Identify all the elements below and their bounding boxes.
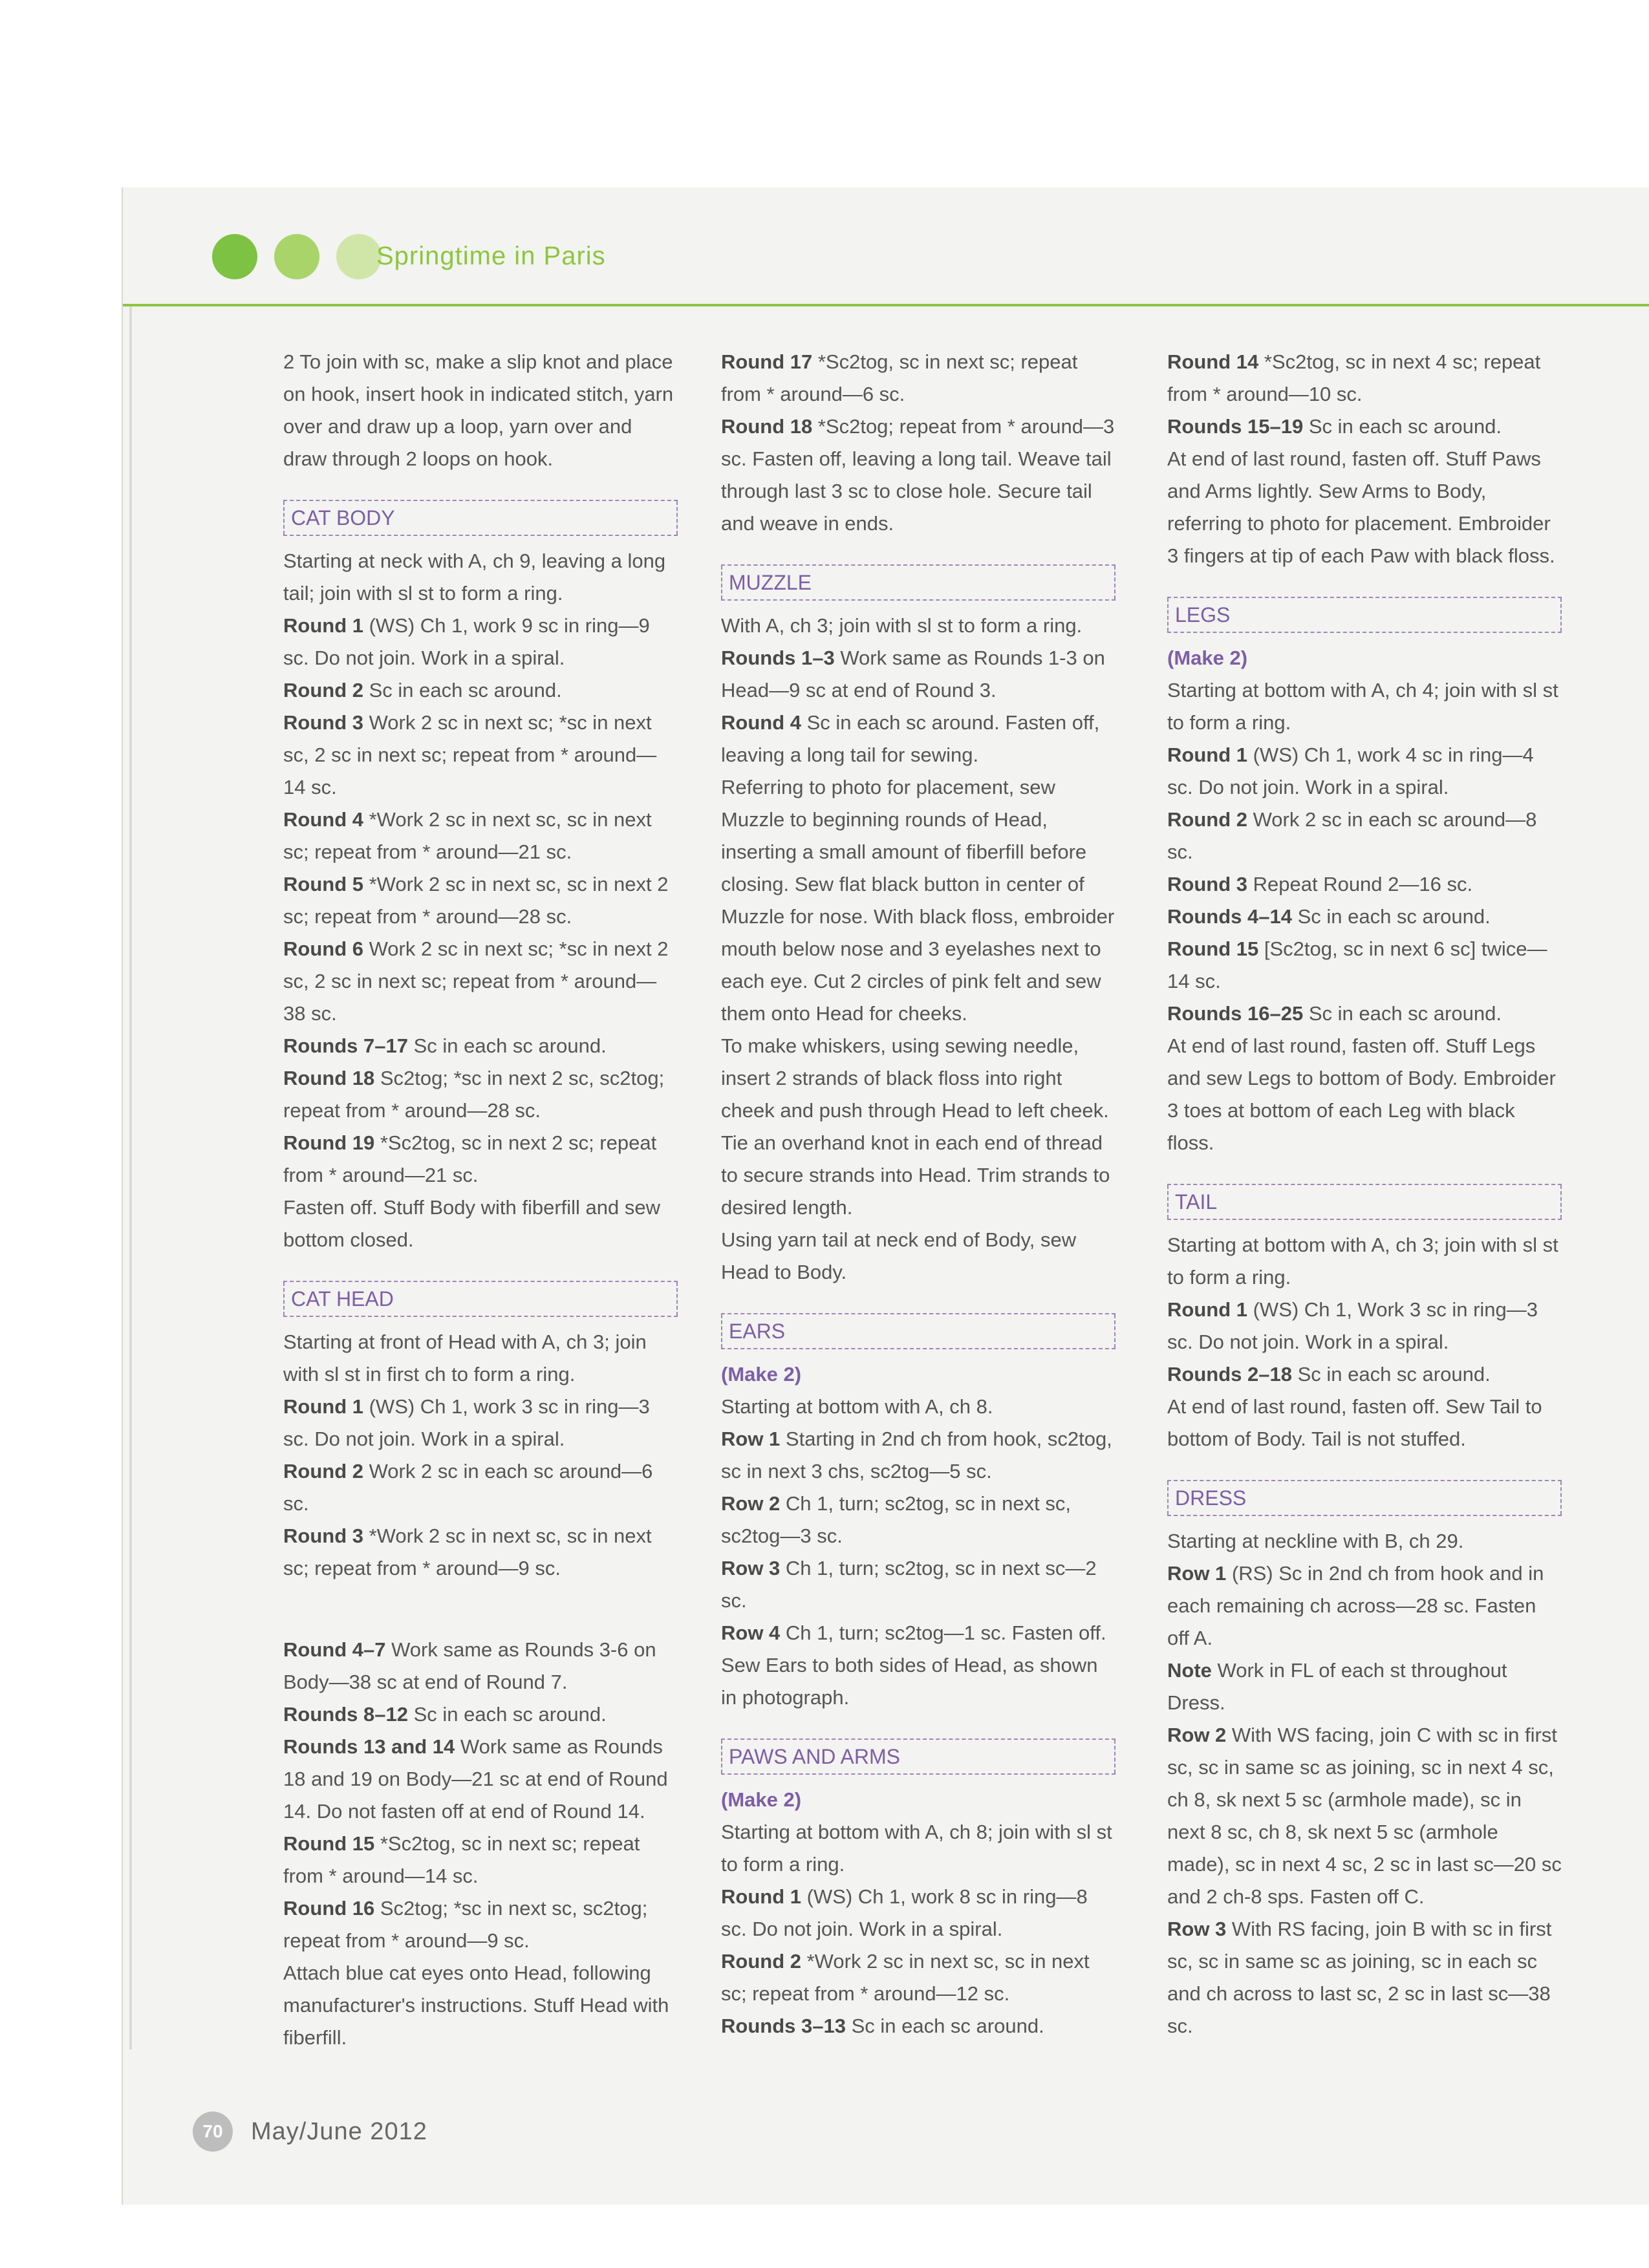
muzzle-paragraph: To make whiskers, using sewing needle, insert 2 strands of black floss into right cheek and push through Head to left cheek. Tie an overhand knot in each end of thread to secure strands into Head. Trim strands to desired length. (721, 1034, 1110, 1219)
cat-head-finish: Attach blue cat eyes onto Head, following manufacturer's instructions. Stuff Head with fiberfill. (283, 1962, 669, 2049)
header-rule (123, 304, 1649, 306)
paws-intro: Starting at bottom with A, ch 8; join with sl st to form a ring. (721, 1821, 1112, 1876)
paws-round: Round 14 *Sc2tog, sc in next 4 sc; repeat from * around—10 sc. (1167, 350, 1541, 405)
paws-round: Rounds 3–13 Sc in each sc around. (721, 2015, 1044, 2037)
header-dots (212, 234, 382, 279)
cat-body-round: Round 2 Sc in each sc around. (283, 679, 562, 701)
ears-header (721, 1313, 1116, 1349)
legs-round: Round 2 Work 2 sc in each sc around—8 sc. (1167, 808, 1537, 863)
cat-body-intro: Starting at neck with A, ch 9, leaving a long tail; join with sl st to form a ring. (283, 550, 666, 604)
paws-round: Round 1 (WS) Ch 1, work 8 sc in ring—8 sc. Do not join. Work in a spiral. (721, 1885, 1088, 1940)
cat-head-round: Rounds 13 and 14 Work same as Rounds 18 and 19 on Body—21 sc at end of Round 14. Do not fasten off at end of Round 14. (283, 1735, 668, 1823)
legs-round: Rounds 16–25 Sc in each sc around. (1167, 1002, 1502, 1025)
muzzle-title: MUZZLE (729, 571, 812, 594)
cat-head-round: Round 1 (WS) Ch 1, work 3 sc in ring—3 sc. Do not join. Work in a spiral. (283, 1395, 650, 1450)
cat-head-round: Round 17 *Sc2tog, sc in next sc; repeat from * around—6 sc. (721, 350, 1078, 405)
muzzle-intro: With A, ch 3; join with sl st to form a ring. (721, 614, 1083, 637)
paws-make-count: (Make 2) (721, 1788, 802, 1811)
dress-header (1167, 1480, 1562, 1516)
cat-head-round: Round 3 *Work 2 sc in next sc, sc in next sc; repeat from * around—9 sc. (283, 1524, 652, 1579)
column-1 (283, 346, 678, 2054)
cat-body-round: Rounds 7–17 Sc in each sc around. (283, 1034, 607, 1057)
dress-row: Row 1 (RS) Sc in 2nd ch from hook and in each remaining ch across—28 sc. Fasten off A. (1167, 1562, 1544, 1649)
cat-body-round: Round 4 *Work 2 sc in next sc, sc in next sc; repeat from * around—21 sc. (283, 808, 652, 863)
tail-finish: At end of last round, fasten off. Sew Tail to bottom of Body. Tail is not stuffed. (1167, 1395, 1542, 1450)
issue-date: May/June 2012 (251, 2117, 427, 2145)
legs-round: Round 1 (WS) Ch 1, work 4 sc in ring—4 sc. Do not join. Work in a spiral. (1167, 744, 1534, 798)
tail-round: Rounds 2–18 Sc in each sc around. (1167, 1363, 1491, 1385)
ears-row: Row 3 Ch 1, turn; sc2tog, sc in next sc—2 sc. (721, 1557, 1097, 1612)
cat-body-round: Round 3 Work 2 sc in next sc; *sc in next sc, 2 sc in next sc; repeat from * around—14 sc. (283, 711, 657, 798)
dress-title: DRESS (1175, 1486, 1247, 1510)
page-number: 70 (193, 2112, 233, 2152)
legs-header (1167, 597, 1562, 633)
legs-finish: At end of last round, fasten off. Stuff Legs and sew Legs to bottom of Body. Embroider 3 toes at bottom of each Leg with black floss. (1167, 1034, 1556, 1154)
legs-title: LEGS (1175, 603, 1231, 626)
muzzle-paragraph: Using yarn tail at neck end of Body, sew Head to Body. (721, 1228, 1077, 1283)
cat-head-round: Rounds 8–12 Sc in each sc around. (283, 1703, 607, 1726)
paws-round: Rounds 15–19 Sc in each sc around. (1167, 415, 1502, 438)
cat-head-round: Round 18 *Sc2tog; repeat from * around—3 sc. Fasten off, leaving a long tail. Weave tail through last 3 sc to close hole. Secure tail and weave in ends. (721, 415, 1115, 535)
column-2 (721, 346, 1116, 2042)
paws-round: Round 2 *Work 2 sc in next sc, sc in next sc; repeat from * around—12 sc. (721, 1950, 1090, 2005)
tail-header (1167, 1184, 1562, 1220)
ears-row: Row 4 Ch 1, turn; sc2tog—1 sc. Fasten off. Sew Ears to both sides of Head, as shown in photograph. (721, 1621, 1106, 1709)
header-dot-icon (336, 234, 382, 279)
column-3 (1167, 346, 1562, 2042)
tail-title: TAIL (1175, 1190, 1218, 1214)
cat-body-round: Round 1 (WS) Ch 1, work 9 sc in ring—9 sc. Do not join. Work in a spiral. (283, 614, 650, 669)
muzzle-round: Rounds 1–3 Work same as Rounds 1-3 on Head—9 sc at end of Round 3. (721, 647, 1105, 701)
ears-row: Row 2 Ch 1, turn; sc2tog, sc in next sc, sc2tog—3 sc. (721, 1492, 1071, 1547)
tail-round: Round 1 (WS) Ch 1, Work 3 sc in ring—3 sc. Do not join. Work in a spiral. (1167, 1298, 1538, 1353)
page-spine-edge (129, 304, 132, 2049)
ears-title: EARS (729, 1320, 786, 1343)
cat-head-round: Round 4–7 Work same as Rounds 3-6 on Body—38 sc at end of Round 7. (283, 1638, 656, 1693)
ears-make-count: (Make 2) (721, 1363, 802, 1385)
dress-row: Row 2 With WS facing, join C with sc in first sc, sc in same sc as joining, sc in next 4 sc, ch 8, sk next 5 sc (armhole made), sc in next 8 sc, ch 8, sk next 5 sc (armhole made), sc in next 4 sc, 2 sc in last sc—20 sc and 2 ch-8 sps. Fasten off C. (1167, 1724, 1562, 1908)
dress-note: Note Work in FL of each st throughout Dress. (1167, 1659, 1507, 1714)
cat-head-header (283, 1281, 678, 1317)
section-title: Springtime in Paris (376, 242, 606, 270)
ears-row: Row 1 Starting in 2nd ch from hook, sc2tog, sc in next 3 chs, sc2tog—5 sc. (721, 1428, 1112, 1482)
cat-head-title: CAT HEAD (291, 1287, 394, 1311)
legs-make-count: (Make 2) (1167, 647, 1248, 669)
cat-body-round: Round 19 *Sc2tog, sc in next 2 sc; repeat from * around—21 sc. (283, 1131, 657, 1186)
dress-row: Row 3 With RS facing, join B with sc in first sc, sc in same sc as joining, sc in each sc and ch across to last sc, 2 sc in last sc—38 sc. (1167, 1918, 1552, 2037)
column-break-space (283, 1585, 678, 1634)
step-2-text: To join with sc, make a slip knot and place on hook, insert hook in indicated stitch, yarn over and draw up a loop, yarn over and draw through 2 loops on hook. (283, 350, 674, 470)
tail-intro: Starting at bottom with A, ch 3; join with sl st to form a ring. (1167, 1234, 1558, 1289)
muzzle-paragraph: Referring to photo for placement, sew Muzzle to beginning rounds of Head, inserting a small amount of fiberfill before closing. Sew flat black button in center of Muzzle for nose. With black floss, embroider mouth below nose and 3 eyelashes next to each eye. Cut 2 circles of pink felt and sew them onto Head for cheeks. (721, 776, 1115, 1025)
paws-header (721, 1738, 1116, 1775)
legs-round: Round 3 Repeat Round 2—16 sc. (1167, 873, 1473, 895)
header-dot-icon (212, 234, 257, 279)
cat-head-round: Round 15 *Sc2tog, sc in next sc; repeat from * around—14 sc. (283, 1832, 640, 1887)
cat-body-header (283, 500, 678, 536)
muzzle-header (721, 564, 1116, 601)
dress-intro: Starting at neckline with B, ch 29. (1167, 1530, 1464, 1552)
header-dot-icon (274, 234, 319, 279)
cat-body-round: Round 5 *Work 2 sc in next sc, sc in next 2 sc; repeat from * around—28 sc. (283, 873, 669, 928)
paws-title: PAWS AND ARMS (729, 1745, 900, 1768)
legs-intro: Starting at bottom with A, ch 4; join with sl st to form a ring. (1167, 679, 1558, 734)
cat-body-round: Round 18 Sc2tog; *sc in next 2 sc, sc2tog; repeat from * around—28 sc. (283, 1067, 665, 1122)
cat-body-title: CAT BODY (291, 506, 395, 530)
cat-body-round: Round 6 Work 2 sc in next sc; *sc in next 2 sc, 2 sc in next sc; repeat from * around—38 sc. (283, 937, 669, 1025)
legs-round: Rounds 4–14 Sc in each sc around. (1167, 905, 1491, 928)
cat-head-round: Round 2 Work 2 sc in each sc around—6 sc. (283, 1460, 653, 1515)
page-footer (193, 2112, 427, 2152)
cat-head-round: Round 16 Sc2tog; *sc in next sc, sc2tog; repeat from * around—9 sc. (283, 1897, 648, 1952)
cat-head-intro: Starting at front of Head with A, ch 3; join with sl st in first ch to form a ring. (283, 1331, 647, 1385)
step-2-number: 2 (283, 350, 295, 373)
ears-intro: Starting at bottom with A, ch 8. (721, 1395, 993, 1418)
step-2 (283, 346, 678, 475)
cat-body-finish: Fasten off. Stuff Body with fiberfill and sew bottom closed. (283, 1196, 660, 1251)
paws-finish: At end of last round, fasten off. Stuff Paws and Arms lightly. Sew Arms to Body, referring to photo for placement. Embroider 3 fingers at tip of each Paw with black floss. (1167, 447, 1555, 567)
muzzle-round: Round 4 Sc in each sc around. Fasten off, leaving a long tail for sewing. (721, 711, 1100, 766)
legs-round: Round 15 [Sc2tog, sc in next 6 sc] twice—14 sc. (1167, 937, 1547, 992)
